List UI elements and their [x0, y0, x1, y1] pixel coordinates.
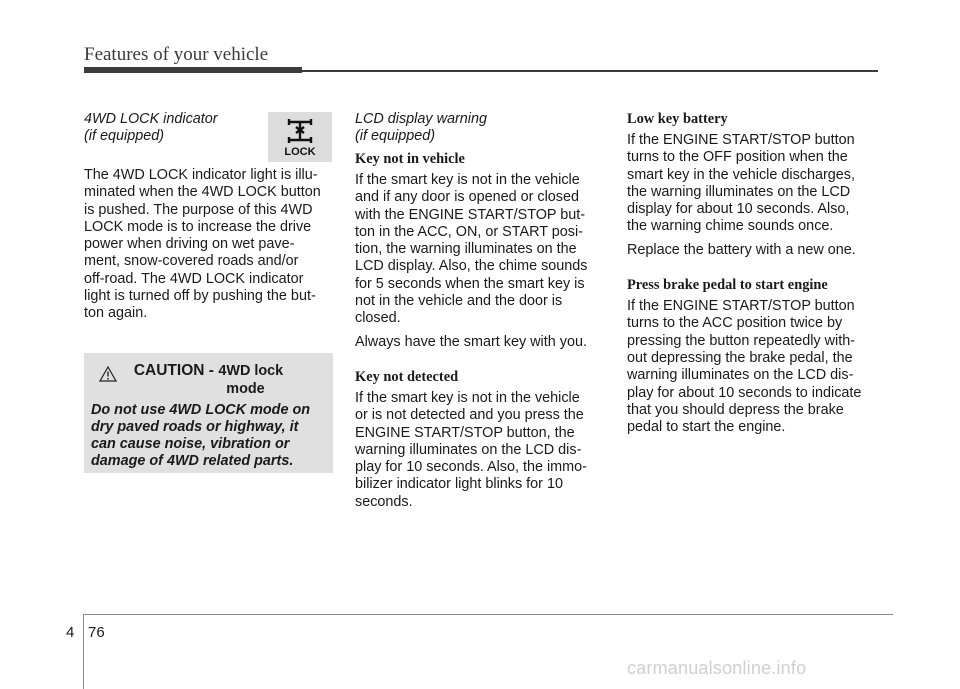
subheading-key-not-detected: Key not detected — [355, 368, 459, 385]
column-lcd-warning — [355, 111, 605, 511]
caution-box — [84, 353, 333, 473]
paragraph-keep-smart-key: Always have the smart key with you. — [355, 333, 587, 350]
header-rule-thick — [84, 67, 302, 73]
caution-text: Do not use 4WD LOCK mode on dry paved roads or highway, it can cause noise, vibration or damage of 4WD related parts. — [91, 402, 311, 469]
subheading-key-not-in-vehicle: Key not in vehicle — [355, 151, 465, 167]
page-header-title: Features of your vehicle — [84, 44, 269, 65]
axle-lock-icon — [286, 116, 314, 146]
paragraph-4wd-lock: The 4WD LOCK indicator light is illu- minated when the 4WD LOCK button is pushed. The purpose of this 4WD LOCK mode is to increase the drive power when driving on wet pave- ment, snow-covered roads and/or off-road. The 4WD LOCK indicator light is turned off by pushing the but- ton again. — [84, 167, 321, 322]
watermark-text: carmanualsonline.info — [627, 658, 807, 678]
paragraph-low-key-battery: If the ENGINE START/STOP button turns to the OFF position when the smart key in the vehicle discharges, the warning illuminates on the LCD display for about 10 seconds. Also, the warning chime sounds once. — [627, 132, 855, 235]
paragraph-press-brake-pedal: If the ENGINE START/STOP button turns to the ACC position twice by pressing the button repeatedly with- out depressing the brake pedal, the warning illuminates on the LCD dis- play for about 10 seconds to indicate that you should depress the brake pedal to start the engine. — [627, 298, 862, 436]
section-heading-lcd-warning: LCD display warning (if equipped) — [355, 111, 487, 144]
column-key-battery — [627, 111, 879, 436]
section-heading-4wd-lock: 4WD LOCK indicator (if equipped) — [84, 111, 218, 144]
paragraph-key-not-detected: If the smart key is not in the vehicle or is not detected and you press the ENGINE START/STOP button, the warning illuminates on the LCD dis- play for 10 seconds. Also, the immo- bilizer indicator light blinks for 10 seconds. — [355, 389, 587, 510]
subheading-press-brake-pedal: Press brake pedal to start engine — [627, 277, 828, 294]
footer-rule-horizontal — [83, 614, 893, 615]
paragraph-key-not-in-vehicle: If the smart key is not in the vehicle and if any door is opened or closed with the ENGINE START/STOP but- ton in the ACC, ON, or START posi- tion, the warning illuminates on the LCD display. Also, the chime sounds for 5 seconds when the smart key is not in the vehicle and the door is closed. — [355, 172, 588, 327]
header-rule-thin — [302, 70, 878, 72]
4wd-lock-indicator-icon — [268, 112, 332, 162]
lock-icon-label: LOCK — [284, 146, 316, 158]
paragraph-replace-battery: Replace the battery with a new one. — [627, 241, 856, 258]
subheading-low-key-battery: Low key battery — [627, 111, 728, 127]
chapter-number: 4 — [66, 624, 75, 641]
page-number: 76 — [88, 624, 105, 641]
footer-rule-vertical — [83, 614, 84, 689]
caution-title: CAUTION - 4WD lock mode — [133, 362, 284, 397]
